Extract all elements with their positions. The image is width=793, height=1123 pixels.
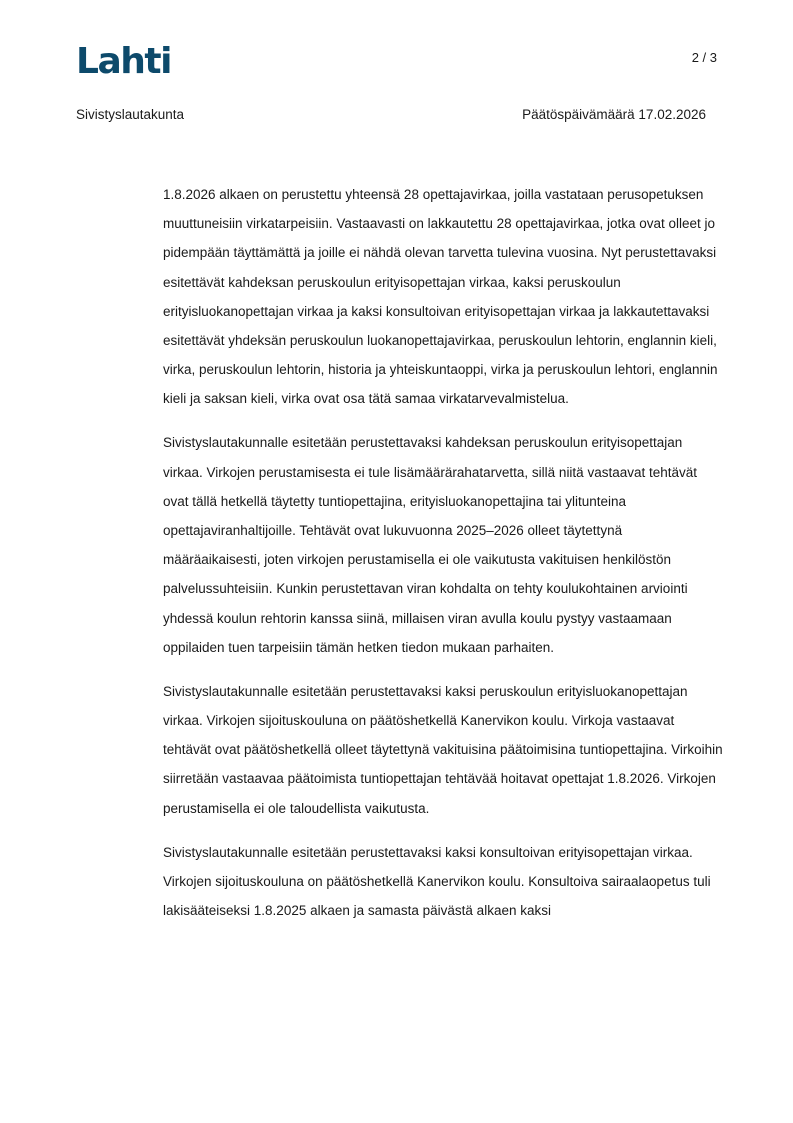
paragraph: 1.8.2026 alkaen on perustettu yhteensä 28 opettajavirkaa, joilla vastataan perusopetuksen muuttuneisiin virkatarpeisiin. Vastaavasti on lakkautettu 28 opettajavirkaa, jotka ovat olleet jo pidempään täyttämättä ja joille ei nähdä olevan tarvetta tulevina vuosina. Nyt perustettavaksi esitettävät kahdeksan peruskoulun erityisopettajan virkaa, kaksi peruskoulun erityisluokanopettajan virkaa ja kaksi konsultoivan erityisopettajan virkaa ja lakkautettavaksi esitettävät yhdeksän peruskoulun luokanopettajavirkaa, peruskoulun lehtorin, englannin kieli, virka, peruskoulun lehtorin, historia ja yhteiskuntaoppi, virka ja peruskoulun lehtori, englannin kieli ja saksan kieli, virka ovat osa tätä samaa virkatarvevalmistelua. xyxy=(163,187,718,407)
page-number: 2 / 3 xyxy=(691,50,717,65)
document-body xyxy=(163,180,723,940)
paragraph: Sivistyslautakunnalle esitetään perustettavaksi kaksi peruskoulun erityisluokanopettajan virkaa. Virkojen sijoituskouluna on päätöshetkellä Kanervikon koulu. Virkoja vastaavat tehtävät ovat päätöshetkellä olleet täytettynä vakituisina päätoimisina tuntiopettajina. Virkoihin siirretään vastaavaa päätoimista tuntiopettajan tehtävää hoitavat opettajat 1.8.2026. Virkojen perustamisella ei ole taloudellista vaikutusta. xyxy=(163,683,723,816)
paragraph: Sivistyslautakunnalle esitetään perustettavaksi kahdeksan peruskoulun erityisopettajan virkaa. Virkojen perustamisesta ei tule lisämäärärahatarvetta, sillä niitä vastaavat tehtävät ovat tällä hetkellä täytetty tuntiopettajina, erityisluokanopettajina tai ylitunteina opettajaviranhaltijoille. Tehtävät ovat lukuvuonna 2025–2026 olleet täytettynä määräaikaisesti, joten virkojen perustamisella ei ole vaikutusta vakituisen henkilöstön palvelussuhteisiin. Kunkin perustettavan viran kohdalta on tehty koulukohtainen arviointi yhdessä koulun rehtorin kanssa siinä, millaisen viran avulla koulu pystyy vastaamaan oppilaiden tuen tarpeisiin tämän hetken tiedon mukaan parhaiten. xyxy=(163,435,698,655)
decision-date: Päätöspäivämäärä 17.02.2026 xyxy=(522,107,706,122)
paragraph: Sivistyslautakunnalle esitetään perustettavaksi kaksi konsultoivan erityisopettajan virkaa. Virkojen sijoituskouluna on päätöshetkellä Kanervikon koulu. Konsultoiva sairaalaopetus tuli lakisääteiseksi 1.8.2025 alkaen ja samasta päivästä alkaen kaksi xyxy=(163,844,711,919)
lahti-logo: Lahti xyxy=(76,41,171,82)
organization-name: Sivistyslautakunta xyxy=(76,107,185,122)
